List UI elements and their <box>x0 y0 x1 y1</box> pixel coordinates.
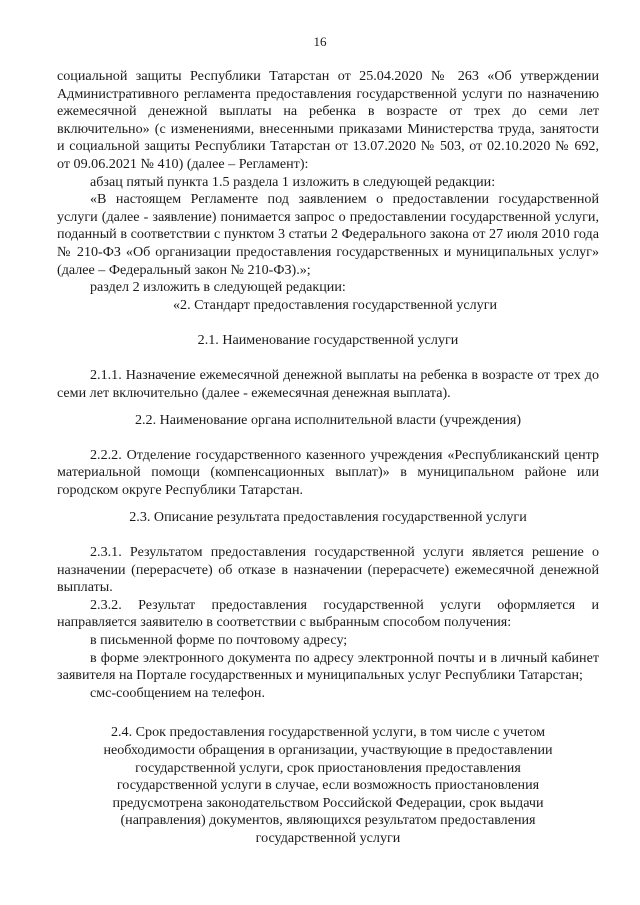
heading-2-1: 2.1. Наименование государственной услуги <box>197 332 459 349</box>
paragraph-2-1-1: 2.1.1. Назначение ежемесячной денежной выплаты на ребенка в возрасте от трех до семи лет включительно (далее - ежемесячная денежная выплата). <box>57 366 599 401</box>
paragraph-postal: в письменной форме по почтовому адресу; <box>90 632 348 649</box>
paragraph-2-2-2: 2.2.2. Отделение государственного казенного учреждения «Республиканский центр материальной помощи (компенсационных выплат)» в муниципальном районе или городском округе Республики Татарстан. <box>57 446 599 498</box>
document-body <box>57 68 599 848</box>
paragraph-amend-1-5: абзац пятый пункта 1.5 раздела 1 изложить в следующей редакции: <box>90 173 496 190</box>
paragraph-amend-section-2: раздел 2 изложить в следующей редакции: <box>90 279 346 296</box>
paragraph-sms: смс-сообщением на телефон. <box>90 684 265 701</box>
paragraph-2-3-2: 2.3.2. Результат предоставления государственной услуги оформляется и направляется заявителю в соответствии с выбранным способом получения: <box>57 596 599 631</box>
paragraph-2-3-1: 2.3.1. Результатом предоставления государственной услуги является решение о назначении (перерасчете) об отказе в назначении (перерасчете) ежемесячной денежной выплаты. <box>57 544 599 596</box>
paragraph-regulation-reference: социальной защиты Республики Татарстан от 25.04.2020 № 263 «Об утверждении Административного регламента предоставления государственной услуги по назначению ежемесячной денежной выплаты на ребенка в возрасте от трех до семи лет включительно» (с изменениями, внесенными приказами Министерства труда, занятости и социальной защиты Республики Татарстан от 13.07.2020 № 503, от 02.10.2020 № 692, от 09.06.2021 № 410) (далее – Регламент): <box>57 68 599 172</box>
heading-2-4: 2.4. Срок предоставления государственной услуги, в том числе с учетом необходимости обращения в организации, участвующие в предоставлении государственной услуги, срок приостановления предоставления государственной услуги в случае, если возможность приостановления предусмотрена законодательством Российской Федерации, срок выдачи (направления) документов, являющихся результатом предоставления государственной услуги <box>103 724 553 846</box>
page-number: 16 <box>313 34 327 49</box>
paragraph-quoted-definition: «В настоящем Регламенте под заявлением о предоставлении государственной услуги (далее - заявление) понимается запрос о предоставлении государственной услуги, поданный в соответствии с пунктом 3 статьи 2 Федерального закона от 27 июля 2010 года № 210-ФЗ «Об организации предоставления государственных и муниципальных услуг» (далее – Федеральный закон № 210-ФЗ).»; <box>57 191 599 278</box>
section-2-title: «2. Стандарт предоставления государственной услуги <box>173 296 498 313</box>
heading-2-3: 2.3. Описание результата предоставления государственной услуги <box>129 509 527 526</box>
heading-2-2: 2.2. Наименование органа исполнительной власти (учреждения) <box>134 412 522 429</box>
paragraph-electronic: в форме электронного документа по адресу электронной почты и в личный кабинет заявителя на Портале государственных и муниципальных услуг Республики Татарстан; <box>57 649 599 684</box>
